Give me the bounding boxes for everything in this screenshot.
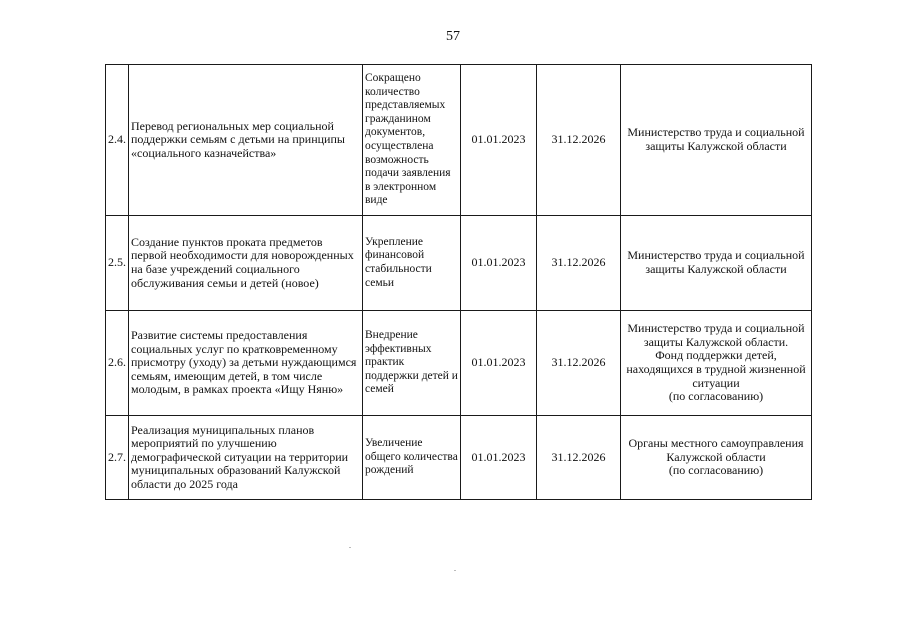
- measure-text: Создание пунктов проката предметов первой необходимости для новорожденных на базе учреждений социального обслуживания семьи и детей (новое): [129, 216, 363, 311]
- row-number: 2.7.: [106, 416, 129, 500]
- expected-result: Укрепление финансовой стабильности семьи: [363, 216, 461, 311]
- executor-cell: [621, 311, 812, 416]
- executor-line: Министерство труда и социальной защиты Калужской области.: [627, 321, 805, 349]
- start-date: 01.01.2023: [461, 65, 537, 216]
- row-number: 2.4.: [106, 65, 129, 216]
- end-date: 31.12.2026: [537, 216, 621, 311]
- end-date: 31.12.2026: [537, 65, 621, 216]
- start-date: 01.01.2023: [461, 416, 537, 500]
- measures-table: [105, 64, 812, 500]
- end-date: 31.12.2026: [537, 416, 621, 500]
- row-number: 2.6.: [106, 311, 129, 416]
- start-date: 01.01.2023: [461, 216, 537, 311]
- executor-line: (по согласованию): [668, 463, 764, 478]
- row-number: 2.5.: [106, 216, 129, 311]
- executor-line: Министерство труда и социальной защиты Калужской области: [627, 248, 805, 276]
- executor-cell: [621, 216, 812, 311]
- page-number: 57: [446, 29, 460, 44]
- executor-line: Фонд поддержки детей, находящихся в трудной жизненной ситуации: [626, 348, 806, 390]
- table-row: [106, 416, 812, 500]
- end-date: 31.12.2026: [537, 311, 621, 416]
- measure-text: Развитие системы предоставления социальных услуг по кратковременному присмотру (уходу) за детьми нуждающимся семьям, имеющим детей, в том числе молодым, в рамках проекта «Ищу Няню»: [129, 311, 363, 416]
- measure-text: Перевод региональных мер социальной поддержки семьям с детьми на принципы «социального казначейства»: [129, 65, 363, 216]
- scan-speck: [349, 547, 351, 548]
- start-date: 01.01.2023: [461, 311, 537, 416]
- executor-line: Органы местного самоуправления Калужской области: [628, 436, 804, 464]
- table-row: [106, 65, 812, 216]
- table-row: [106, 216, 812, 311]
- expected-result: Сокращено количество представляемых гражданином документов, осуществлена возможность подачи заявления в электронном виде: [363, 65, 461, 216]
- executor-line: Министерство труда и социальной защиты Калужской области: [627, 125, 805, 153]
- scan-speck: [454, 570, 456, 571]
- table-row: [106, 311, 812, 416]
- executor-cell: [621, 65, 812, 216]
- expected-result: Внедрение эффективных практик поддержки детей и семей: [363, 311, 461, 416]
- executor-line: (по согласованию): [668, 389, 764, 404]
- executor-cell: [621, 416, 812, 500]
- expected-result: Увеличение общего количества рождений: [363, 416, 461, 500]
- measure-text: Реализация муниципальных планов мероприятий по улучшению демографической ситуации на территории муниципальных образований Калужской области до 2025 года: [129, 416, 363, 500]
